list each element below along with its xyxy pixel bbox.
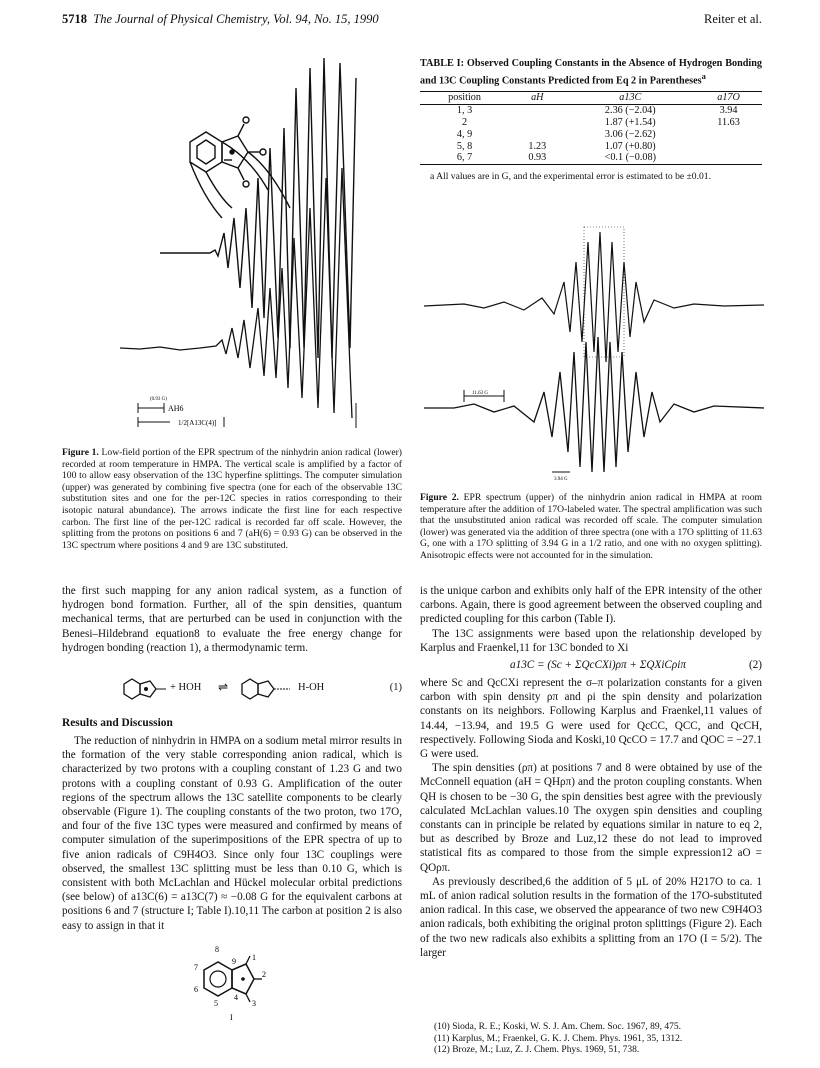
footnote-11: (11) Karplus, M.; Fraenkel, G. K. J. Chem. Phys. 1961, 35, 1312. (434, 1033, 683, 1044)
table1-title-note: a (701, 71, 706, 81)
left-text-p1: the first such mapping for any anion radical system, as a function of hydrogen bond formation. Further, all of the spin densities, quantum mechanical terms, that are perturbed can be used in conjunction with the Benesi–Hildebrand equation8 to evaluate the free energy change for hydrogen bonding (reaction 1), a thermodynamic term. (62, 585, 402, 654)
footnote-12: (12) Broze, M.; Luz, Z. J. Chem. Phys. 1969, 51, 738. (434, 1045, 640, 1056)
col-a13c: a13C (619, 92, 642, 104)
footnotes (420, 1022, 762, 1057)
structure-label: I (230, 1013, 233, 1022)
table-row: 2 1.87 (+1.54) 11.63 (462, 116, 740, 128)
col-ah: aH (531, 92, 544, 104)
table1-grid (420, 91, 762, 165)
svg-text:2: 2 (262, 970, 266, 979)
fig1-label-small: (0.93 G) (150, 397, 167, 402)
footnote-10: (10) Sioda, R. E.; Koski, W. S. J. Am. Chem. Soc. 1967, 89, 475. (434, 1022, 682, 1032)
fig2-label-lower: 3.94 G (554, 477, 568, 482)
authors: Reiter et al. (704, 12, 762, 26)
reaction-right: H-OH (298, 682, 325, 693)
page-number: 5718 (62, 12, 87, 26)
reaction-1 (120, 676, 402, 704)
figure2-experimental-trace (424, 232, 764, 362)
equation-2: a13C = (Sc + ΣQcCXi)ρπ + ΣQXiCρiπ (510, 659, 686, 672)
svg-text:3: 3 (252, 999, 256, 1008)
col-position: position (448, 92, 481, 104)
table-row: 4, 9 3.06 (−2.62) (456, 128, 656, 140)
table-row: 1, 3 2.36 (−2.04) 3.94 (456, 105, 738, 117)
right-text-p4: The spin densities (ρπ) at positions 7 and 8 were obtained by use of the McConnell equation (aH = QHρπ) and the proton coupling constants. When QH is chosen to be −30 G, the spin densities best agree with the previously calculated McLachlan values.10 The oxygen spin densities and coupling constants can in principle be related by equations similar in nature to eq 2, but as described by Broze and Luz,12 these do not lead to improved statistical fits as compared to those from the simple expression12 aO = QOρπ. (420, 762, 762, 874)
right-text-p1: is the unique carbon and exhibits only half of the EPR intensity of the other carbons. Again, there is good agreement between the observed coupling and predicted coupling for this carbon (Table I). (420, 585, 762, 626)
svg-text:7: 7 (194, 963, 198, 972)
reaction-product-structure (238, 676, 298, 702)
svg-text:5: 5 (214, 999, 218, 1008)
figure1-spectrum (120, 58, 370, 428)
figure2-spectrum (424, 222, 764, 484)
figure1-structure (190, 117, 290, 218)
figure2-caption: Figure 2. EPR spectrum (upper) of the ninhydrin anion radical in HMPA at room temperature after the addition of 17O-labeled water. The spectral amplification was such that the unsubstituted anion radical was recorded off scale. The computer simulation (lower) was generated via the addition of three spectra (one with a 17O splitting of 11.63 G, one with a 17O splitting of 3.94 G in a 1/2 ratio, and one with no oxygen splitting). Anisotropic effects were not accounted for in the simulation. (420, 492, 762, 561)
fig1-label-13c: 1/2[A13C(4)] (178, 419, 217, 427)
fig2-label-upper: 11.63 G (472, 391, 488, 396)
journal-citation: The Journal of Physical Chemistry, Vol. 94, No. 15, 1990 (93, 12, 379, 26)
svg-text:8: 8 (215, 945, 219, 954)
table1-footnote: a All values are in G, and the experimental error is estimated to be ±0.01. (430, 171, 711, 183)
right-text-p5: As previously described,6 the addition of 5 μL of 20% H217O to ca. 1 mL of anion radical solution results in the formation of the 17O-substituted anion radical. In this case, we observed the appearance of two new C9H4O3 anion radicals, both exhibiting the original proton splittings (Figure 2). Each of the two new radicals also exhibits a splitting from an 17O (I = 5/2). The larger (420, 875, 762, 959)
figure1-experimental-trace (120, 168, 352, 418)
svg-text:4: 4 (234, 993, 238, 1002)
right-text-p2: The 13C assignments were based upon the relationship developed by Karplus and Fraenkel,11 for 13C bonded to Xi (420, 627, 762, 654)
fig1-label-ah6: AH6 (168, 404, 184, 413)
svg-text:9: 9 (232, 957, 236, 966)
reaction-number: (1) (389, 682, 402, 693)
table-row: 6, 7 0.93 <0.1 (−0.08) (420, 152, 762, 164)
structure-I (186, 940, 276, 1022)
svg-text:6: 6 (194, 985, 198, 994)
table1-title: TABLE I: Observed Coupling Constants in the Absence of Hydrogen Bonding and 13C Coupling Constants Predicted from Eq 2 in Parentheses (420, 58, 762, 87)
section-title: Results and Discussion (62, 717, 173, 729)
svg-text:1: 1 (252, 953, 256, 962)
equation-number: (2) (748, 659, 762, 672)
col-a17o: a17O (717, 92, 740, 104)
table1 (420, 58, 762, 183)
left-text-p2: The reduction of ninhydrin in HMPA on a sodium metal mirror results in the formation of the very stable corresponding anion radical, which is characterized by two protons with a coupling constant of 1.23 G and two protons with a coupling constant of 0.93 G. Amplification of the outer regions of the spectrum allows the 13C satellite components to be clearly observable (Figure 1). The coupling constants of the two proton, two 17O, and four of the five 13C types were measured and confirmed by means of computer simulation of the superimpositions of the EPR spectra of up to five anion radicals of C9H4O3. Since only four 13C couplings were observed, the smallest 13C splitting must be less than 0.10 G, which is consistent with both McLachlan and Hückel molecular orbital predictions (see below) of a13C(6) = a13C(7) ≈ −0.08 G for the equivalent carbons at positions 6 and 7 (structure I; Table I).10,11 The carbon at position 2 is also easy to assign in that it (62, 735, 402, 932)
table-row: 5, 8 1.23 1.07 (+0.80) (456, 140, 656, 152)
right-text-p3: where Sc and QcCXi represent the σ–π polarization constants for a given carbon with spin density ρπ and ρi the spin density and polarization constants on its neighbors. Following Karplus and Fraenkel,11 values of 14.44, −13.94, and 19.5 G were used for QcCC, QCC, and QcCH, respectively. Following Sioda and Koski,10 QcCO = 17.7 and QOC = −27.1 G were used. (420, 677, 762, 761)
figure2-simulated-trace (424, 337, 764, 472)
running-header (62, 12, 762, 30)
reaction-left: + HOH (170, 682, 202, 693)
figure1-caption: Figure 1. Low-field portion of the EPR spectrum of the ninhydrin anion radical (lower) recorded at room temperature in HMPA. The vertical scale is amplified by a factor of 100 to allow easy observation of the 13C hyperfine splittings. The computer simulation (upper) was generated by combining five spectra (one for each of the observable 13C substitution sites and one for the per-12C species in ratios corresponding to their isotopic natural abundance). The arrows indicate the first line for each respective carbon. The first line of the per-12C radical is recorded far off scale. However, the splitting from the protons on positions 6 and 7 (aH(6) = 0.93 G) can be observed in the 13C spectrum where positions 4 and 9 are 13C substituted. (62, 447, 402, 551)
equilibrium-arrow: ⇌ (218, 680, 229, 694)
